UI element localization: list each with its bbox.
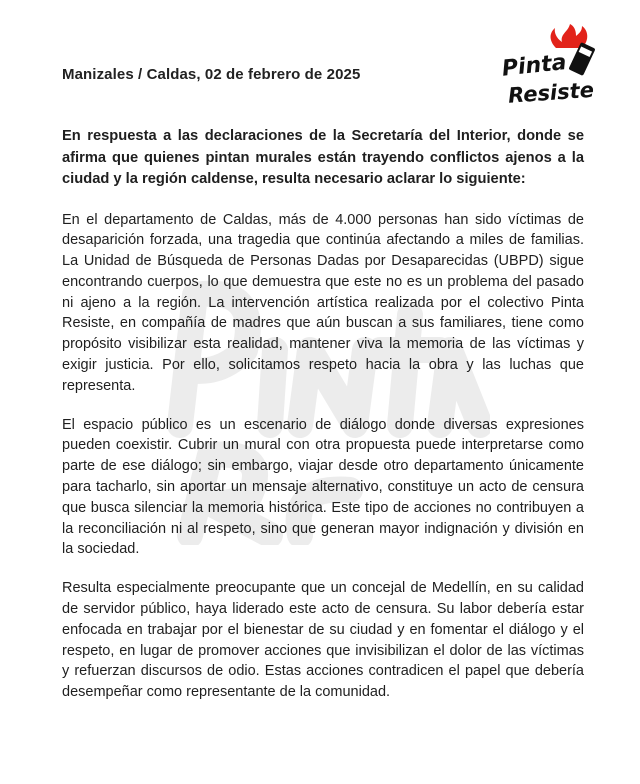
logo-word-resiste: Resiste xyxy=(507,77,595,108)
statement-body xyxy=(62,126,584,721)
lead-paragraph: En respuesta a las declaraciones de la Secretaría del Interior, donde se afirma que quienes pintan murales están trayendo conflictos ajenos a la ciudad y la región caldense, resulta necesario aclarar lo siguiente: xyxy=(62,128,584,187)
paragraph-public-space: El espacio público es un escenario de diálogo donde diversas expresiones pueden coexistir. Cubrir un mural con otra propuesta puede interpretarse como parte de ese diálogo; sin embargo, viajar desde otro departamento únicamente para tacharlo, sin aportar un mensaje alternativo, constituye un acto de censura que busca silenciar la memoria histórica. Este tipo de acciones no contribuyen a la reconciliación ni al respeto, sino que generan mayor indignación y división en la sociedad. xyxy=(62,416,584,558)
logo-word-pinta: Pinta xyxy=(500,50,568,82)
pinta-resiste-logo-icon xyxy=(498,22,608,108)
paragraph-caldas-victims: En el departamento de Caldas, más de 4.000 personas han sido víctimas de desaparición forzada, una tragedia que continúa afectando a miles de familias. La Unidad de Búsqueda de Personas Dadas por Desaparecidas (UBPD) sigue encontrando cuerpos, lo que demuestra que este no es un problema del pasado ni ajeno a la región. La intervención artística realizada por el colectivo Pinta Resiste, en compañía de madres que aún buscan a sus familiares, tiene como propósito visibilizar esta realidad, mantener viva la memoria de las víctimas y exigir justicia. Por ello, solicitamos respeto hacia la obra y las luchas que representa. xyxy=(62,211,584,394)
date-line: Manizales / Caldas, 02 de febrero de 2025 xyxy=(62,66,361,83)
paragraph-councilor: Resulta especialmente preocupante que un concejal de Medellín, en su calidad de servidor público, haya liderado este acto de censura. Su labor debería estar enfocada en trabajar por el bienestar de su ciudad y en fomentar el diálogo y el respeto, en lugar de promover acciones que invisibilizan el dolor de las víctimas y refuerzan discursos de odio. Estas acciones contradicen el papel que debería desempeñar como representante de la comunidad. xyxy=(62,580,584,701)
